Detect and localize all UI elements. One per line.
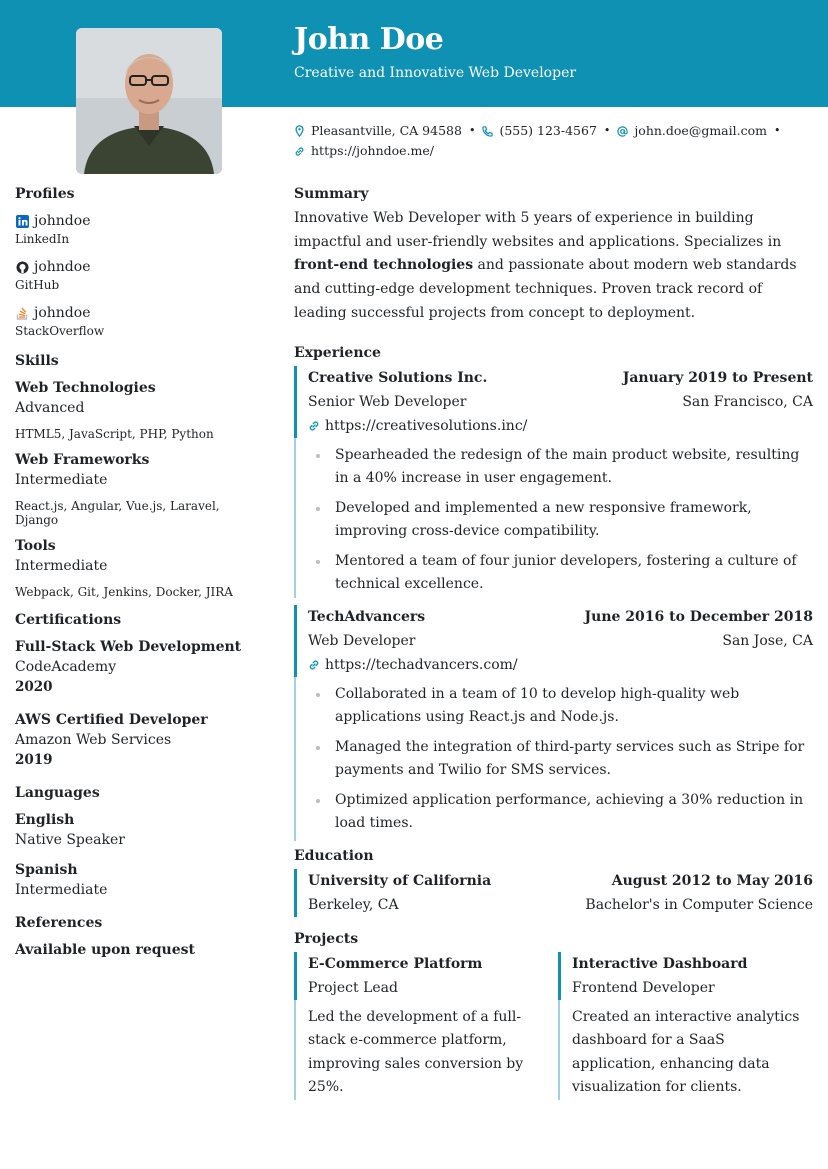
- skill-item: Web Technologies Advanced HTML5, JavaScript, PHP, Python: [15, 380, 214, 441]
- project-name: E-Commerce Platform: [308, 955, 483, 972]
- references-text: Available upon request: [15, 942, 195, 958]
- section-title-skills: Skills: [15, 353, 59, 369]
- section-title-profiles: Profiles: [15, 186, 75, 202]
- github-icon: [15, 260, 29, 274]
- project-entry: [558, 952, 813, 1100]
- section-title-languages: Languages: [15, 785, 100, 801]
- profile-stackoverflow[interactable]: johndoe StackOverflow: [15, 305, 105, 338]
- project-entry: [294, 952, 549, 1100]
- degree: Bachelor's in Computer Science: [585, 896, 813, 913]
- profile-photo: [76, 28, 222, 174]
- institution-name: University of California: [308, 872, 492, 889]
- at-sign-icon: [617, 126, 628, 137]
- company-name: Creative Solutions Inc.: [308, 369, 488, 386]
- separator-dot: •: [603, 124, 611, 137]
- skill-item: Web Frameworks Intermediate React.js, Angular, Vue.js, Laravel, Django: [15, 452, 220, 527]
- project-description: Created an interactive analytics dashboard for a SaaS application, enhancing data visualization for clients.: [572, 1008, 800, 1096]
- certification-item: Full-Stack Web Development CodeAcademy 2020: [15, 639, 242, 695]
- section-title-education: Education: [294, 847, 374, 864]
- highlights-list: [308, 444, 813, 597]
- project-name: Interactive Dashboard: [572, 955, 748, 972]
- contact-location: Pleasantville, CA 94588: [294, 121, 462, 141]
- project-role: Project Lead: [308, 979, 398, 996]
- project-description: Led the development of a full-stack e-commerce platform, improving sales conversion by 25%.: [308, 1008, 524, 1096]
- list-item: Optimized application performance, achieving a 30% reduction in load times.: [335, 789, 813, 836]
- position: Web Developer: [308, 632, 416, 649]
- list-item: Managed the integration of third-party services such as Stripe for payments and Twilio for SMS services.: [335, 736, 813, 783]
- section-title-projects: Projects: [294, 930, 359, 947]
- list-item: Collaborated in a team of 10 to develop high-quality web applications using React.js and Node.js.: [335, 683, 813, 730]
- profile-linkedin[interactable]: johndoe LinkedIn: [15, 213, 91, 246]
- section-title-certifications: Certifications: [15, 612, 122, 628]
- location: Berkeley, CA: [308, 896, 399, 913]
- certification-item: AWS Certified Developer Amazon Web Services 2019: [15, 712, 208, 768]
- project-role: Frontend Developer: [572, 979, 715, 996]
- section-title-experience: Experience: [294, 344, 381, 361]
- company-link[interactable]: https://creativesolutions.inc/: [308, 414, 813, 438]
- main-content: [294, 186, 813, 1100]
- position: Senior Web Developer: [308, 393, 467, 410]
- contact-website[interactable]: https://johndoe.me/: [294, 141, 434, 161]
- summary-text: Innovative Web Developer with 5 years of experience in building impactful and user-friendly websites and applications. Specializes in front-end technologies and passionate about modern web standards and cutting-edge development techniques. Proven track record of leading successful projects from concept to deployment.: [294, 210, 797, 321]
- stackoverflow-icon: [15, 306, 29, 320]
- language-item: English Native Speaker: [15, 812, 125, 848]
- separator-dot: •: [468, 124, 476, 137]
- resume-headline: Creative and Innovative Web Developer: [294, 65, 577, 81]
- phone-icon: [482, 126, 493, 137]
- profile-github[interactable]: johndoe GitHub: [15, 259, 91, 292]
- experience-entry: [294, 605, 813, 836]
- skill-item: Tools Intermediate Webpack, Git, Jenkins, Docker, JIRA: [15, 538, 233, 599]
- language-item: Spanish Intermediate: [15, 862, 108, 898]
- linkedin-icon: [15, 214, 29, 228]
- contact-info: [294, 121, 814, 161]
- link-icon: [308, 420, 320, 432]
- date-range: January 2019 to Present: [622, 369, 813, 386]
- section-title-references: References: [15, 915, 103, 931]
- list-item: Spearheaded the redesign of the main product website, resulting in a 40% increase in user engagement.: [335, 444, 813, 491]
- section-title-summary: Summary: [294, 186, 369, 202]
- location: San Francisco, CA: [682, 393, 813, 410]
- experience-entry: [294, 366, 813, 597]
- list-item: Developed and implemented a new responsive framework, improving cross-device compatibility.: [335, 497, 813, 544]
- list-item: Mentored a team of four junior developers, fostering a culture of technical excellence.: [335, 550, 813, 597]
- highlights-list: [308, 683, 813, 836]
- contact-phone[interactable]: (555) 123-4567: [482, 121, 596, 141]
- sidebar: [15, 186, 265, 958]
- company-link[interactable]: https://techadvancers.com/: [308, 653, 813, 677]
- link-icon: [308, 659, 320, 671]
- company-name: TechAdvancers: [308, 608, 426, 625]
- date-range: June 2016 to December 2018: [584, 608, 813, 625]
- map-pin-icon: [294, 125, 305, 137]
- link-icon: [294, 146, 305, 157]
- location: San Jose, CA: [722, 632, 813, 649]
- separator-dot: •: [773, 124, 781, 137]
- contact-email[interactable]: john.doe@gmail.com: [617, 121, 767, 141]
- projects-grid: [294, 952, 813, 1100]
- date-range: August 2012 to May 2016: [611, 872, 813, 889]
- resume-name: John Doe: [294, 22, 444, 57]
- education-entry: [294, 869, 813, 917]
